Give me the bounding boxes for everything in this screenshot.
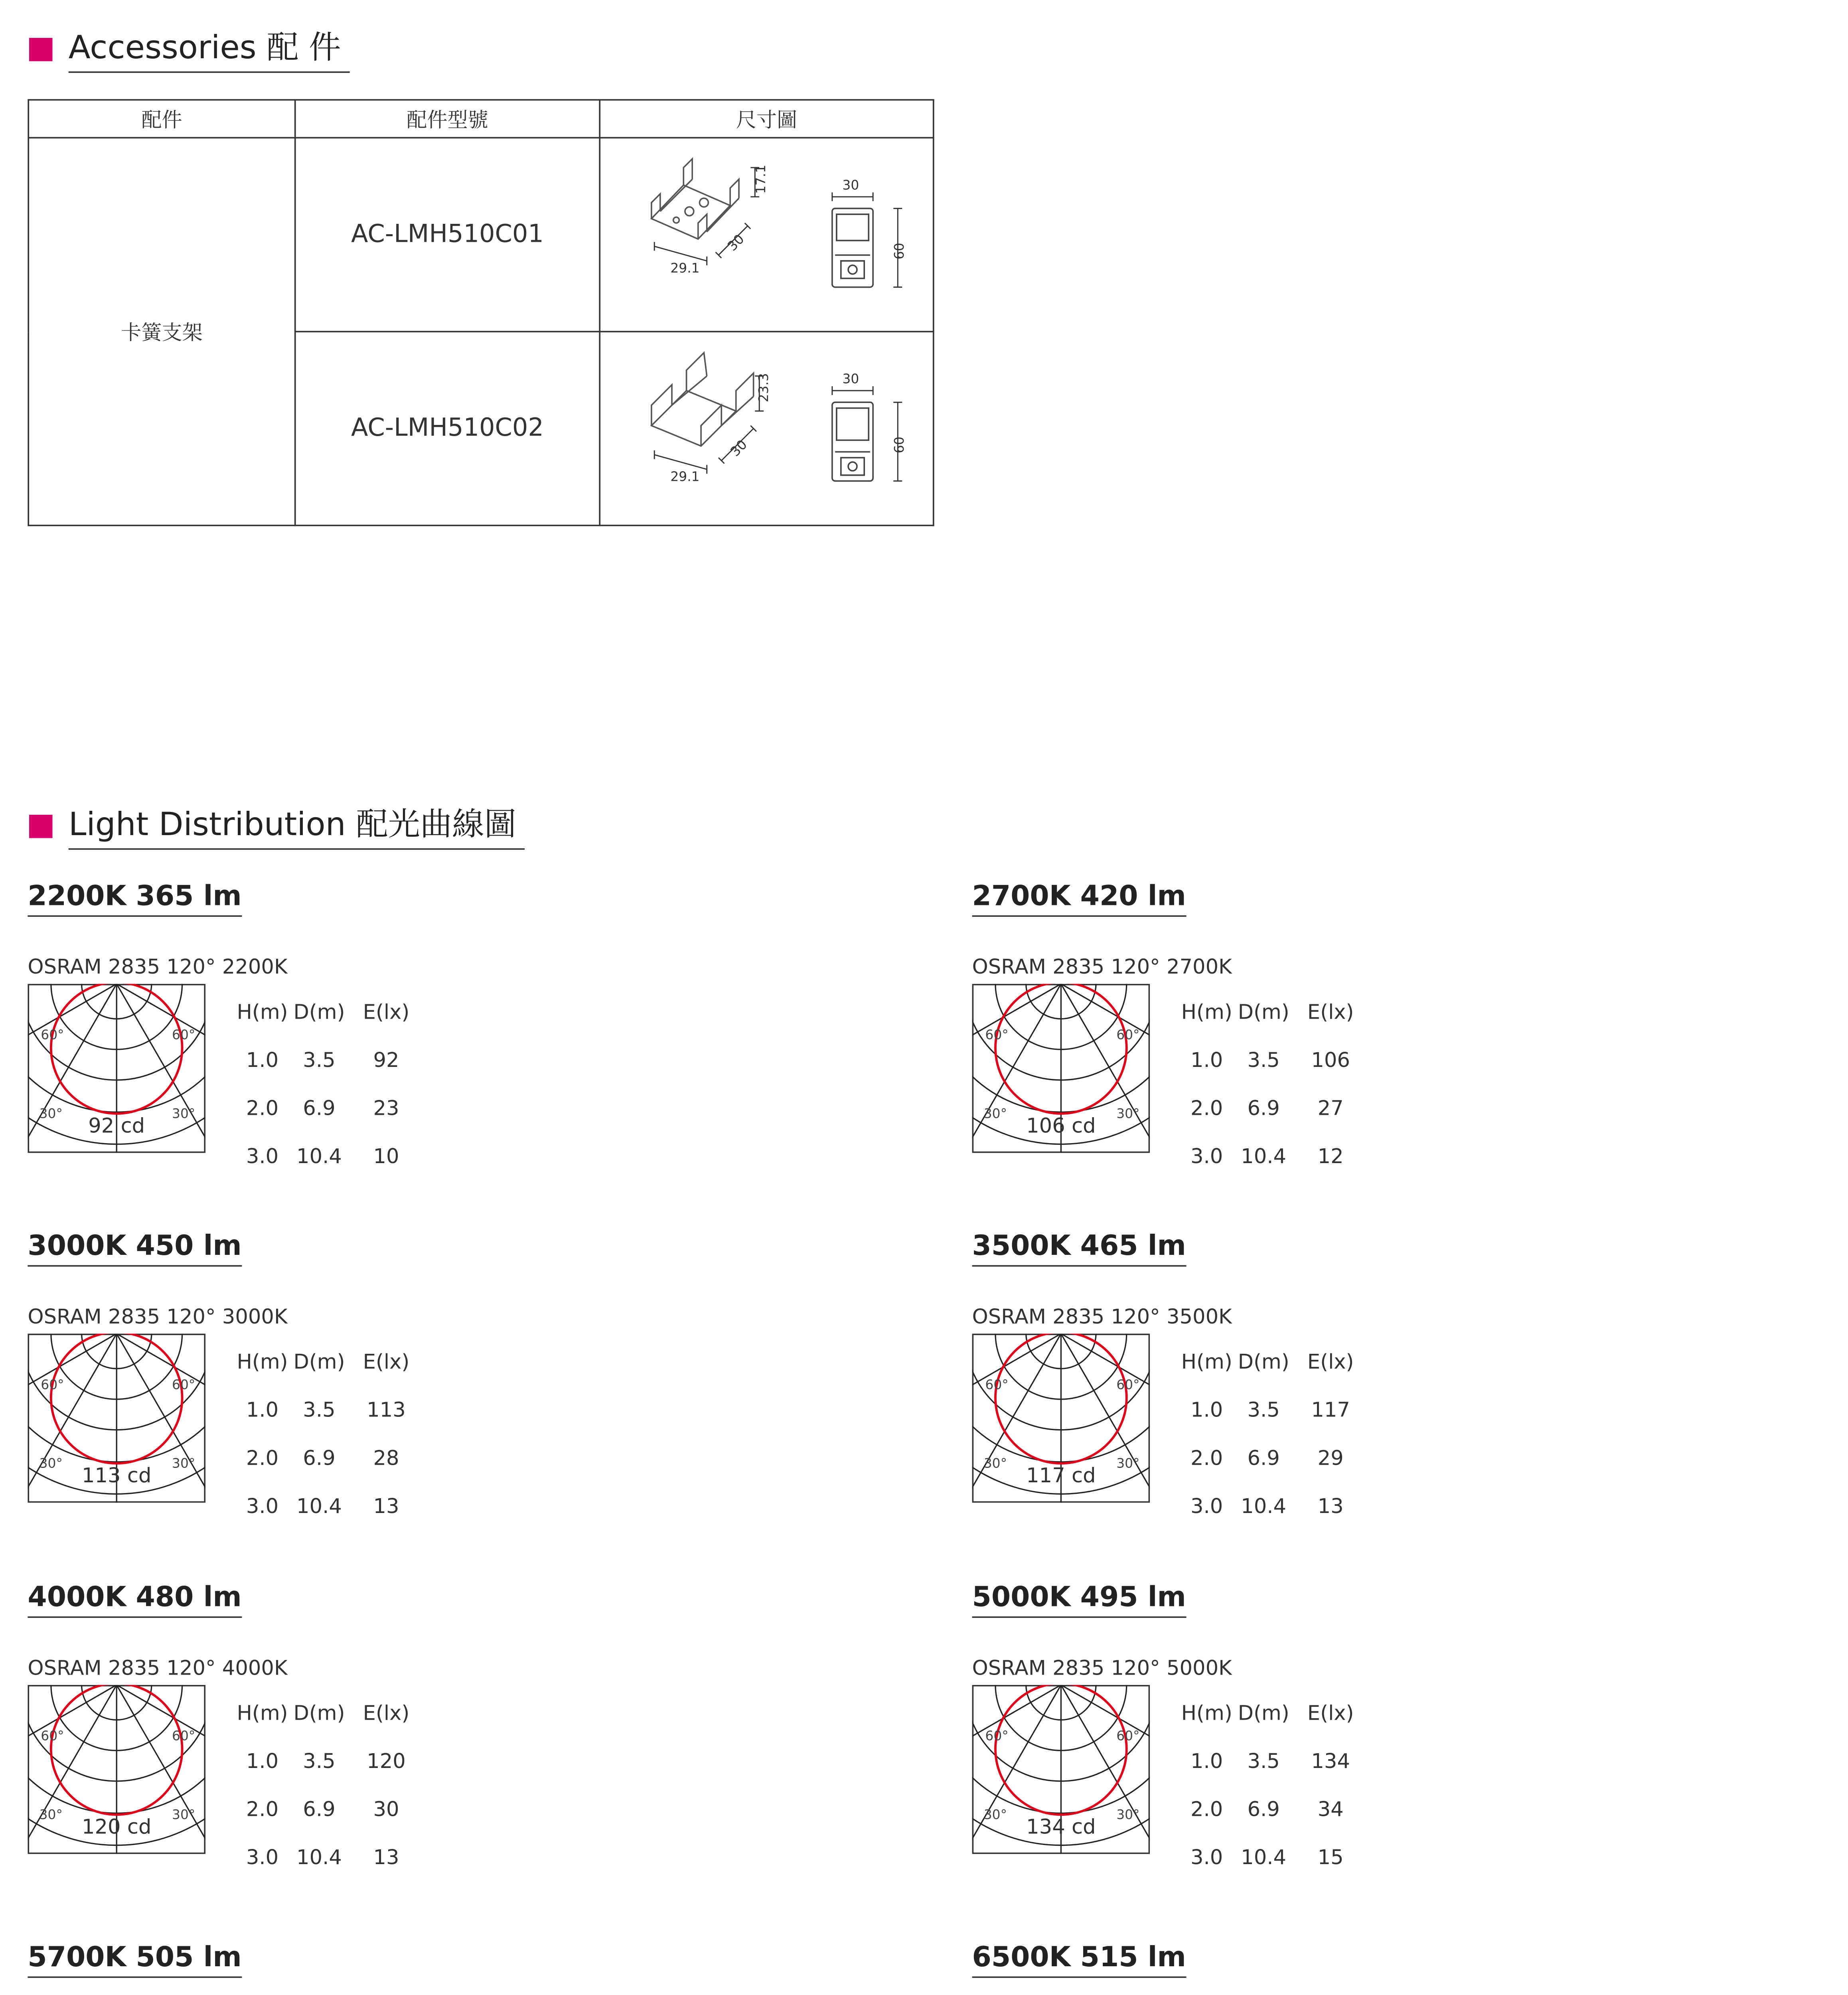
table-cell-e: 120 bbox=[367, 1750, 406, 1774]
table-cell-h: 3.0 bbox=[246, 1146, 279, 1169]
column-header-d: D(m) bbox=[293, 1001, 345, 1025]
table-cell-h: 1.0 bbox=[246, 1049, 279, 1073]
light-distribution-block bbox=[972, 1938, 1789, 1995]
candela-value: 106 cd bbox=[1026, 1115, 1096, 1138]
led-spec: OSRAM 2835 120° 2200K bbox=[28, 956, 288, 980]
column-header-d: D(m) bbox=[1238, 1702, 1289, 1726]
angle-label-60-left: 60° bbox=[985, 1728, 1009, 1744]
angle-label-30-right: 30° bbox=[172, 1455, 195, 1471]
block-title: 6500K 515 lm bbox=[972, 1938, 1186, 1978]
column-header-e: E(lx) bbox=[1307, 1351, 1354, 1375]
angle-label-30-left: 30° bbox=[983, 1455, 1007, 1471]
light-distribution-block bbox=[28, 1227, 844, 1533]
column-header-h: H(m) bbox=[237, 1702, 288, 1726]
table-cell-d: 6.9 bbox=[303, 1447, 336, 1471]
iso-height-label: 17.1 bbox=[752, 164, 768, 194]
table-cell-h: 3.0 bbox=[1190, 1847, 1223, 1870]
model-number: AC-LMH510C01 bbox=[295, 138, 600, 332]
angle-label-60-left: 60° bbox=[985, 1027, 1009, 1043]
light-distribution-block bbox=[28, 1938, 844, 1995]
table-cell-e: 117 bbox=[1311, 1399, 1350, 1423]
angle-label-30-left: 30° bbox=[39, 1806, 63, 1822]
accessories-table bbox=[28, 99, 934, 526]
table-cell-d: 10.4 bbox=[1241, 1146, 1287, 1169]
angle-label-60-left: 60° bbox=[41, 1377, 64, 1393]
table-cell-e: 12 bbox=[1317, 1146, 1344, 1169]
table-cell-e: 13 bbox=[1317, 1495, 1344, 1519]
table-cell-d: 6.9 bbox=[1247, 1447, 1280, 1471]
table-cell-d: 10.4 bbox=[296, 1847, 342, 1870]
table-cell-h: 1.0 bbox=[1190, 1049, 1223, 1073]
accessory-category: 卡簧支架 bbox=[28, 138, 295, 525]
table-cell-e: 92 bbox=[373, 1049, 399, 1073]
table-cell-e: 10 bbox=[373, 1146, 399, 1169]
table-cell-e: 106 bbox=[1311, 1049, 1350, 1073]
top-width-label: 30 bbox=[842, 177, 859, 193]
column-header-e: E(lx) bbox=[363, 1702, 410, 1726]
accessories-title: Accessories 配 件 bbox=[69, 28, 350, 73]
block-title: 5000K 495 lm bbox=[972, 1578, 1186, 1618]
angle-label-30-right: 30° bbox=[1116, 1806, 1140, 1822]
angle-label-60-right: 60° bbox=[1116, 1377, 1140, 1393]
led-spec: OSRAM 2835 120° 3500K bbox=[972, 1306, 1232, 1329]
table-cell-h: 2.0 bbox=[1190, 1097, 1223, 1121]
table-row bbox=[28, 138, 934, 332]
table-cell-e: 30 bbox=[373, 1798, 399, 1822]
iso-width-label: 30 bbox=[724, 231, 747, 254]
angle-label-30-right: 30° bbox=[1116, 1455, 1140, 1471]
block-title: 5700K 505 lm bbox=[28, 1938, 241, 1978]
table-cell-d: 6.9 bbox=[1247, 1097, 1280, 1121]
section-marker-icon bbox=[29, 38, 52, 61]
table-cell-h: 1.0 bbox=[246, 1399, 279, 1423]
angle-label-60-left: 60° bbox=[985, 1377, 1009, 1393]
led-spec: OSRAM 2835 120° 4000K bbox=[28, 1657, 288, 1681]
light-distribution-block bbox=[972, 1227, 1789, 1533]
iso-width-label: 30 bbox=[727, 437, 750, 460]
angle-label-30-left: 30° bbox=[39, 1455, 63, 1471]
table-cell-h: 2.0 bbox=[246, 1798, 279, 1822]
table-cell-h: 2.0 bbox=[246, 1447, 279, 1471]
candela-value: 117 cd bbox=[1026, 1465, 1096, 1488]
iso-length-label: 29.1 bbox=[670, 468, 700, 484]
table-cell-h: 3.0 bbox=[1190, 1495, 1223, 1519]
clip-bracket-drawing-icon bbox=[602, 138, 932, 325]
side-height-label: 60 bbox=[891, 437, 907, 454]
table-cell-d: 10.4 bbox=[1241, 1495, 1287, 1519]
table-cell-h: 1.0 bbox=[246, 1750, 279, 1774]
angle-label-60-left: 60° bbox=[41, 1728, 64, 1744]
column-header-h: H(m) bbox=[237, 1001, 288, 1025]
column-header-h: H(m) bbox=[237, 1351, 288, 1375]
angle-label-60-right: 60° bbox=[172, 1377, 195, 1393]
light-distribution-block bbox=[28, 877, 844, 1183]
column-header-e: E(lx) bbox=[363, 1001, 410, 1025]
table-cell-d: 3.5 bbox=[303, 1399, 336, 1423]
column-header-d: D(m) bbox=[1238, 1001, 1289, 1025]
top-width-label: 30 bbox=[842, 371, 859, 387]
led-spec: OSRAM 2835 120° 3000K bbox=[28, 1306, 288, 1329]
table-cell-d: 3.5 bbox=[1247, 1049, 1280, 1073]
table-cell-e: 27 bbox=[1317, 1097, 1344, 1121]
header-model: 配件型號 bbox=[295, 100, 600, 138]
clip-bracket-drawing-icon bbox=[602, 332, 932, 519]
table-cell-d: 6.9 bbox=[303, 1798, 336, 1822]
table-cell-d: 3.5 bbox=[303, 1049, 336, 1073]
table-cell-d: 10.4 bbox=[296, 1495, 342, 1519]
table-cell-h: 3.0 bbox=[1190, 1146, 1223, 1169]
model-number: AC-LMH510C02 bbox=[295, 332, 600, 525]
dimension-drawing-cell bbox=[600, 138, 934, 332]
angle-label-60-right: 60° bbox=[172, 1027, 195, 1043]
table-cell-d: 3.5 bbox=[303, 1750, 336, 1774]
column-header-e: E(lx) bbox=[363, 1351, 410, 1375]
block-title: 3000K 450 lm bbox=[28, 1227, 241, 1267]
candela-value: 92 cd bbox=[88, 1115, 145, 1138]
table-cell-h: 1.0 bbox=[1190, 1750, 1223, 1774]
table-cell-e: 34 bbox=[1317, 1798, 1344, 1822]
table-cell-d: 10.4 bbox=[296, 1146, 342, 1169]
column-header-h: H(m) bbox=[1181, 1001, 1232, 1025]
iso-height-label: 23.3 bbox=[756, 373, 772, 403]
column-header-h: H(m) bbox=[1181, 1351, 1232, 1375]
angle-label-30-right: 30° bbox=[172, 1806, 195, 1822]
angle-label-30-left: 30° bbox=[983, 1806, 1007, 1822]
iso-length-label: 29.1 bbox=[670, 260, 700, 276]
section-marker-icon bbox=[29, 815, 52, 838]
table-cell-e: 13 bbox=[373, 1495, 399, 1519]
table-cell-e: 28 bbox=[373, 1447, 399, 1471]
column-header-e: E(lx) bbox=[1307, 1702, 1354, 1726]
angle-label-30-right: 30° bbox=[1116, 1105, 1140, 1121]
block-title: 4000K 480 lm bbox=[28, 1578, 241, 1618]
light-distribution-block bbox=[972, 1578, 1789, 1884]
table-cell-d: 3.5 bbox=[1247, 1399, 1280, 1423]
angle-label-60-right: 60° bbox=[172, 1728, 195, 1744]
table-cell-d: 6.9 bbox=[1247, 1798, 1280, 1822]
table-cell-e: 13 bbox=[373, 1847, 399, 1870]
led-spec: OSRAM 2835 120° 2700K bbox=[972, 956, 1232, 980]
table-cell-d: 10.4 bbox=[1241, 1847, 1287, 1870]
led-spec: OSRAM 2835 120° 5000K bbox=[972, 1657, 1232, 1681]
block-title: 2200K 365 lm bbox=[28, 877, 241, 917]
light-distribution-block bbox=[972, 877, 1789, 1183]
table-cell-e: 15 bbox=[1317, 1847, 1344, 1870]
column-header-h: H(m) bbox=[1181, 1702, 1232, 1726]
table-cell-h: 3.0 bbox=[246, 1847, 279, 1870]
table-cell-d: 6.9 bbox=[303, 1097, 336, 1121]
header-accessory: 配件 bbox=[28, 100, 295, 138]
column-header-d: D(m) bbox=[293, 1351, 345, 1375]
angle-label-30-right: 30° bbox=[172, 1105, 195, 1121]
block-title: 2700K 420 lm bbox=[972, 877, 1186, 917]
angle-label-30-left: 30° bbox=[39, 1105, 63, 1121]
side-height-label: 60 bbox=[891, 243, 907, 260]
table-cell-h: 2.0 bbox=[246, 1097, 279, 1121]
table-cell-h: 3.0 bbox=[246, 1495, 279, 1519]
light-distribution-block bbox=[28, 1578, 844, 1884]
column-header-d: D(m) bbox=[1238, 1351, 1289, 1375]
candela-value: 120 cd bbox=[81, 1816, 152, 1840]
table-cell-e: 134 bbox=[1311, 1750, 1350, 1774]
light-distribution-title: Light Distribution 配光曲線圖 bbox=[69, 804, 525, 849]
table-header-row bbox=[28, 100, 934, 138]
angle-label-30-left: 30° bbox=[983, 1105, 1007, 1121]
table-cell-h: 2.0 bbox=[1190, 1447, 1223, 1471]
angle-label-60-left: 60° bbox=[41, 1027, 64, 1043]
angle-label-60-right: 60° bbox=[1116, 1728, 1140, 1744]
dimension-drawing-cell bbox=[600, 332, 934, 525]
table-cell-h: 2.0 bbox=[1190, 1798, 1223, 1822]
header-dimension: 尺寸圖 bbox=[600, 100, 934, 138]
column-header-e: E(lx) bbox=[1307, 1001, 1354, 1025]
angle-label-60-right: 60° bbox=[1116, 1027, 1140, 1043]
column-header-d: D(m) bbox=[293, 1702, 345, 1726]
candela-value: 113 cd bbox=[81, 1465, 152, 1488]
table-cell-e: 113 bbox=[367, 1399, 406, 1423]
table-cell-e: 29 bbox=[1317, 1447, 1344, 1471]
candela-value: 134 cd bbox=[1026, 1816, 1096, 1840]
table-cell-h: 1.0 bbox=[1190, 1399, 1223, 1423]
table-cell-e: 23 bbox=[373, 1097, 399, 1121]
table-cell-d: 3.5 bbox=[1247, 1750, 1280, 1774]
block-title: 3500K 465 lm bbox=[972, 1227, 1186, 1267]
